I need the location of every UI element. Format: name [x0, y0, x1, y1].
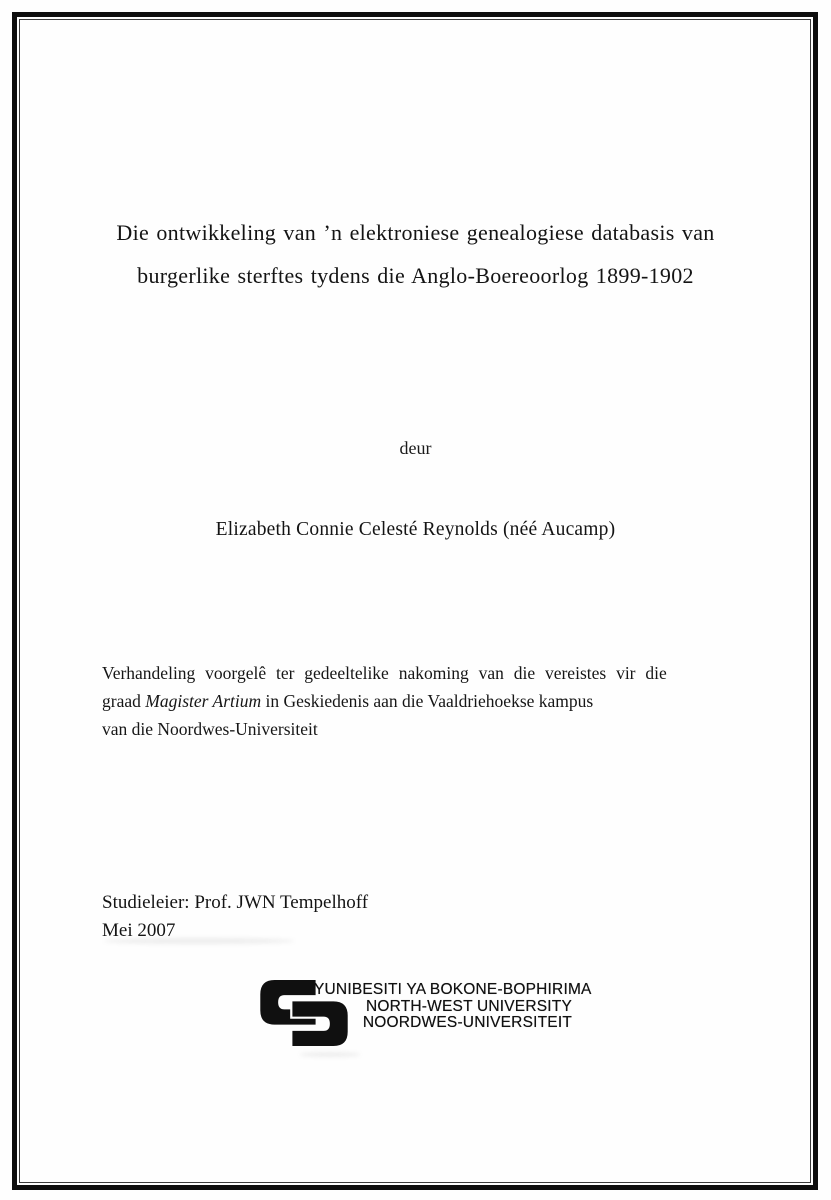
- thesis-title-line-2: burgerlike sterftes tydens die Anglo-Boereoorlog 1899-1902: [137, 263, 694, 288]
- degree-statement: [102, 659, 750, 743]
- supervisor-block: [102, 889, 368, 945]
- date-line: Mei 2007: [102, 920, 176, 941]
- supervisor-line: Studieleier: Prof. JWN Tempelhoff: [102, 892, 369, 913]
- degree-statement-line-3: van die Noordwes-Universiteit: [102, 719, 318, 739]
- scan-smudge: [300, 1052, 360, 1057]
- degree-statement-line-2-post: in Geskiedenis aan die Vaaldriehoekse kampus: [261, 691, 594, 711]
- degree-name-italic: Magister Artium: [145, 691, 262, 711]
- logo-text-afrikaans: NOORDWES-UNIVERSITEIT: [362, 1014, 572, 1031]
- byline-deur: deur: [399, 438, 432, 458]
- thesis-title-line-1: Die ontwikkeling van ’n elektroniese genealogiese databasis van: [116, 220, 715, 245]
- university-logo-text: [314, 981, 592, 1032]
- author-name: Elizabeth Connie Celesté Reynolds (néé Aucamp): [215, 519, 616, 540]
- university-logo: [256, 978, 592, 1056]
- degree-statement-line-2-pre: graad: [102, 691, 146, 711]
- thesis-title: [50, 211, 781, 297]
- degree-statement-line-2: [102, 687, 750, 715]
- logo-text-english: NORTH-WEST UNIVERSITY: [365, 997, 572, 1015]
- scan-smudge: [104, 938, 294, 944]
- degree-statement-line-1: Verhandeling voorgelê ter gedeeltelike nakoming van die vereistes vir die: [102, 663, 667, 683]
- logo-text-setswana: YUNIBESITI YA BOKONE-BOPHIRIMA: [314, 981, 592, 998]
